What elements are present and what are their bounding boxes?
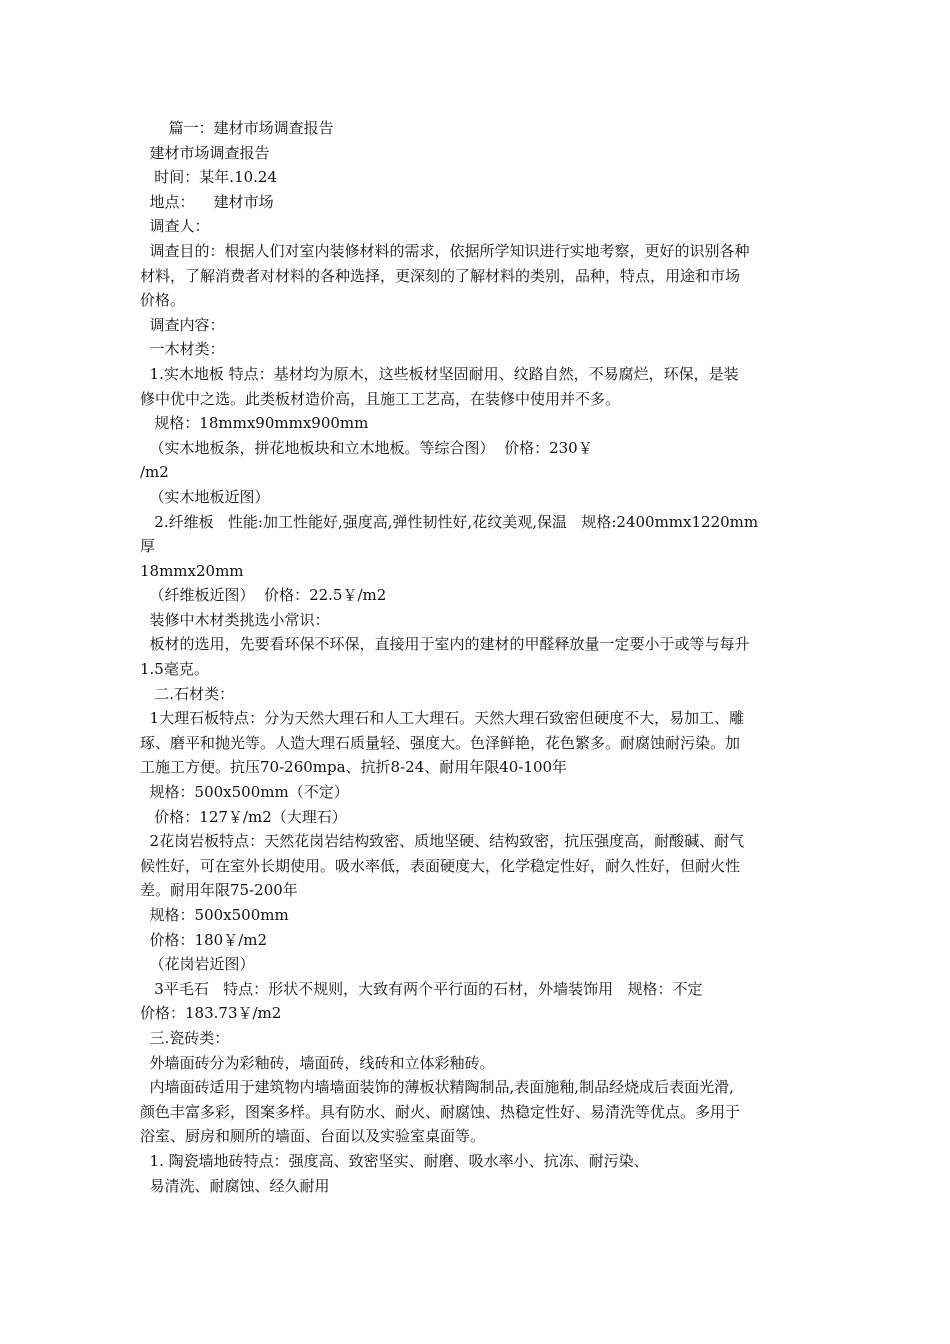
- text-line: 价格。: [140, 291, 186, 310]
- text-line: 候性好，可在室外长期使用。吸水率低，表面硬度大，化学稳定性好，耐久性好，但耐火性: [140, 856, 741, 875]
- text-line: 琢、磨平和抛光等。人造大理石质量轻、强度大。色泽鲜艳，花色繁多。耐腐蚀耐污染。加: [140, 733, 741, 752]
- text-line: （实木地板近图）: [140, 487, 270, 506]
- text-line: 修中优中之选。此类板材造价高，且施工工艺高，在装修中使用并不多。: [140, 389, 621, 408]
- text-line: 差。耐用年限75-200年: [140, 881, 298, 900]
- text-line: 外墙面砖分为彩釉砖，墙面砖，线砖和立体彩釉砖。: [140, 1053, 495, 1072]
- text-line: 内墙面砖适用于建筑物内墙墙面装饰的薄板状精陶制品,表面施釉,制品经烧成后表面光滑,: [140, 1078, 734, 1097]
- text-line: 篇一：建材市场调查报告: [140, 119, 334, 137]
- text-line: 二.石材类：: [140, 684, 235, 703]
- text-line: 调查目的：根据人们对室内装修材料的需求，依据所学知识进行实地考察，更好的识别各种: [140, 241, 750, 260]
- text-line: 建材市场调查报告: [140, 143, 270, 162]
- text-line: 价格：180￥/m2: [140, 930, 267, 949]
- text-line: 工施工方便。抗压70-260mpa、抗折8-24、耐用年限40-100年: [140, 758, 568, 777]
- text-line: 规格：18mmx90mmx900mm: [140, 414, 369, 433]
- document-body: [140, 116, 820, 1198]
- text-line: 1. 陶瓷墙地砖特点：强度高、致密坚实、耐磨、吸水率小、抗冻、耐污染、: [140, 1151, 649, 1170]
- text-line: 1大理石板特点：分为天然大理石和人工大理石。天然大理石致密但硬度不大，易加工、雕: [140, 709, 745, 728]
- text-line: （实木地板条，拼花地板块和立木地板。等综合图） 价格：230￥: [140, 438, 593, 457]
- text-line: 三.瓷砖类：: [140, 1028, 230, 1047]
- text-line: 价格：127￥/m2（大理石）: [140, 807, 347, 826]
- text-line: 2花岗岩板特点：天然花岗岩结构致密、质地坚硬、结构致密，抗压强度高，耐酸碱、耐气: [140, 832, 745, 851]
- text-line: 一木材类：: [140, 340, 225, 359]
- text-line: 时间：某年.10.24: [140, 168, 278, 187]
- text-line: 价格：183.73￥/m2: [140, 1004, 282, 1023]
- text-line: 装修中木材类挑选小常识：: [140, 610, 330, 629]
- text-line: （纤维板近图） 价格：22.5￥/m2: [140, 586, 387, 605]
- text-line: 规格：500x500mm: [140, 906, 289, 924]
- text-line: 3平毛石 特点：形状不规则，大致有两个平行面的石材，外墙装饰用 规格：不定: [140, 979, 703, 998]
- text-line: 调查人：: [140, 217, 210, 236]
- text-line: 1.实木地板 特点：基材均为原木，这些板材坚固耐用、纹路自然，不易腐烂，环保，是装: [140, 364, 739, 383]
- text-line: 板材的选用，先要看环保不环保，直接用于室内的建材的甲醛释放量一定要小于或等与每升: [140, 635, 750, 654]
- text-line: 规格：500x500mm（不定）: [140, 783, 349, 802]
- text-line: 调查内容：: [140, 315, 225, 334]
- text-line: 浴室、厨房和厕所的墙面、台面以及实验室桌面等。: [140, 1127, 486, 1146]
- text-line: 材料，了解消费者对材料的各种选择，更深刻的了解材料的类别，品种，特点，用途和市场: [140, 266, 741, 285]
- text-line: 颜色丰富多彩，图案多样。具有防水、耐火、耐腐蚀、热稳定性好、易清洗等优点。多用于: [140, 1102, 741, 1121]
- text-line: /m2: [140, 463, 169, 482]
- text-line: 厚: [140, 537, 156, 556]
- text-line: 1.5毫克。: [140, 660, 209, 679]
- text-line: （花岗岩近图）: [140, 955, 255, 974]
- text-line: 易清洗、耐腐蚀、经久耐用: [140, 1176, 330, 1195]
- text-line: 18mmx20mm: [140, 561, 244, 580]
- text-line: 2.纤维板 性能:加工性能好,强度高,弹性韧性好,花纹美观,保温 规格:2400mmx1220mm: [140, 512, 759, 531]
- text-line: 地点： 建材市场: [140, 192, 274, 211]
